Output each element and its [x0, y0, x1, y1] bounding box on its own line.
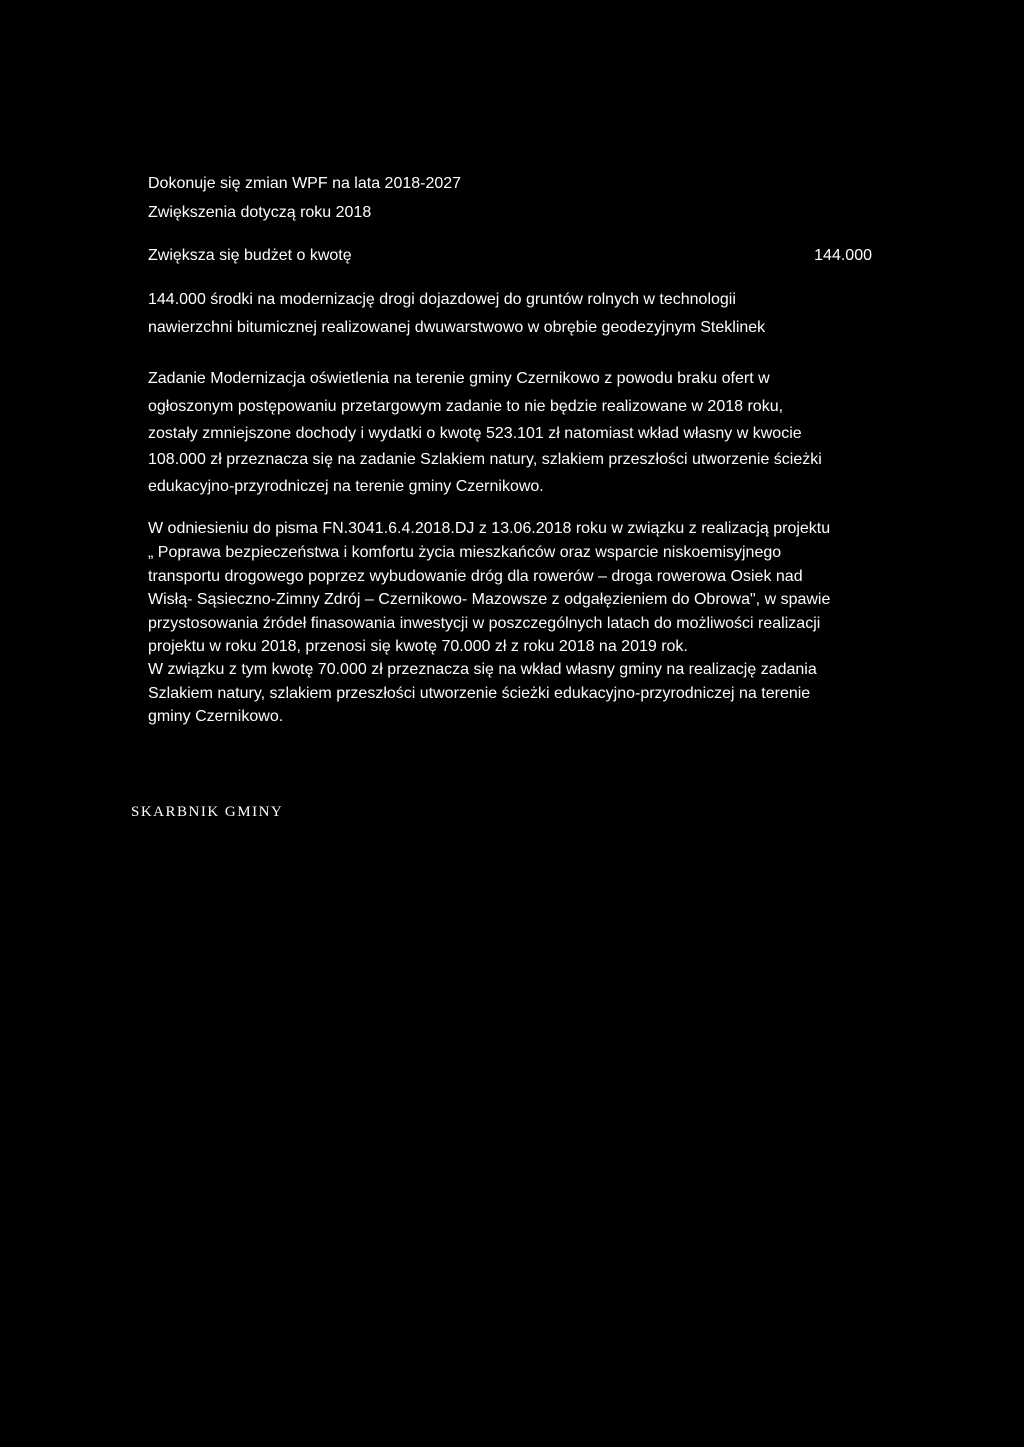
paragraph-3-line-6: projektu w roku 2018, przenosi się kwotę 70.000 zł z roku 2018 na 2019 rok. [148, 638, 688, 655]
budget-amount: 144.000 [814, 247, 872, 264]
header-line-1: Dokonuje się zmian WPF na lata 2018-2027 [148, 175, 462, 192]
paragraph-3-line-8: Szlakiem natury, szlakiem przeszłości utworzenie ścieżki edukacyjno-przyrodniczej na terenie [148, 685, 811, 702]
paragraph-1-line-1: 144.000 środki na modernizację drogi dojazdowej do gruntów rolnych w technologii [148, 291, 736, 308]
budget-label: Zwiększa się budżet o kwotę [148, 247, 352, 264]
paragraph-3-line-5: przystosowania źródeł finasowania inwestycji w poszczególnych latach do możliwości realizacji [148, 615, 821, 632]
paragraph-2-line-1: Zadanie Modernizacja oświetlenia na terenie gminy Czernikowo z powodu braku ofert w [148, 370, 770, 387]
header-line-2: Zwiększenia dotyczą roku 2018 [148, 204, 372, 221]
paragraph-3-line-7: W związku z tym kwotę 70.000 zł przeznacza się na wkład własny gminy na realizację zadania [148, 661, 817, 678]
paragraph-2-line-5: edukacyjno-przyrodniczej na terenie gminy Czernikowo. [148, 478, 544, 495]
paragraph-3-line-4: Wisłą- Sąsieczno-Zimny Zdrój – Czernikowo- Mazowsze z odgałęzieniem do Obrowa", w spawie [148, 591, 831, 608]
paragraph-2-line-2: ogłoszonym postępowaniu przetargowym zadanie to nie będzie realizowane w 2018 roku, [148, 398, 784, 415]
paragraph-3-line-1: W odniesieniu do pisma FN.3041.6.4.2018.DJ z 13.06.2018 roku w związku z realizacją projektu [148, 520, 831, 537]
paragraph-1-line-2: nawierzchni bitumicznej realizowanej dwuwarstwowo w obrębie geodezyjnym Steklinek [148, 319, 766, 336]
paragraph-3-line-2: „ Poprawa bezpieczeństwa i komfortu życia mieszkańców oraz wsparcie niskoemisyjnego [148, 544, 782, 561]
paragraph-2-line-4: 108.000 zł przeznacza się na zadanie Szlakiem natury, szlakiem przeszłości utworzenie ścieżki [148, 451, 822, 468]
paragraph-2-line-3: zostały zmniejszone dochody i wydatki o kwotę 523.101 zł natomiast wkład własny w kwocie [148, 425, 802, 442]
paragraph-3-line-9: gminy Czernikowo. [148, 708, 284, 725]
paragraph-3-line-3: transportu drogowego poprzez wybudowanie dróg dla rowerów – droga rowerowa Osiek nad [148, 568, 803, 585]
signature-title: SKARBNIK GMINY [131, 804, 284, 820]
